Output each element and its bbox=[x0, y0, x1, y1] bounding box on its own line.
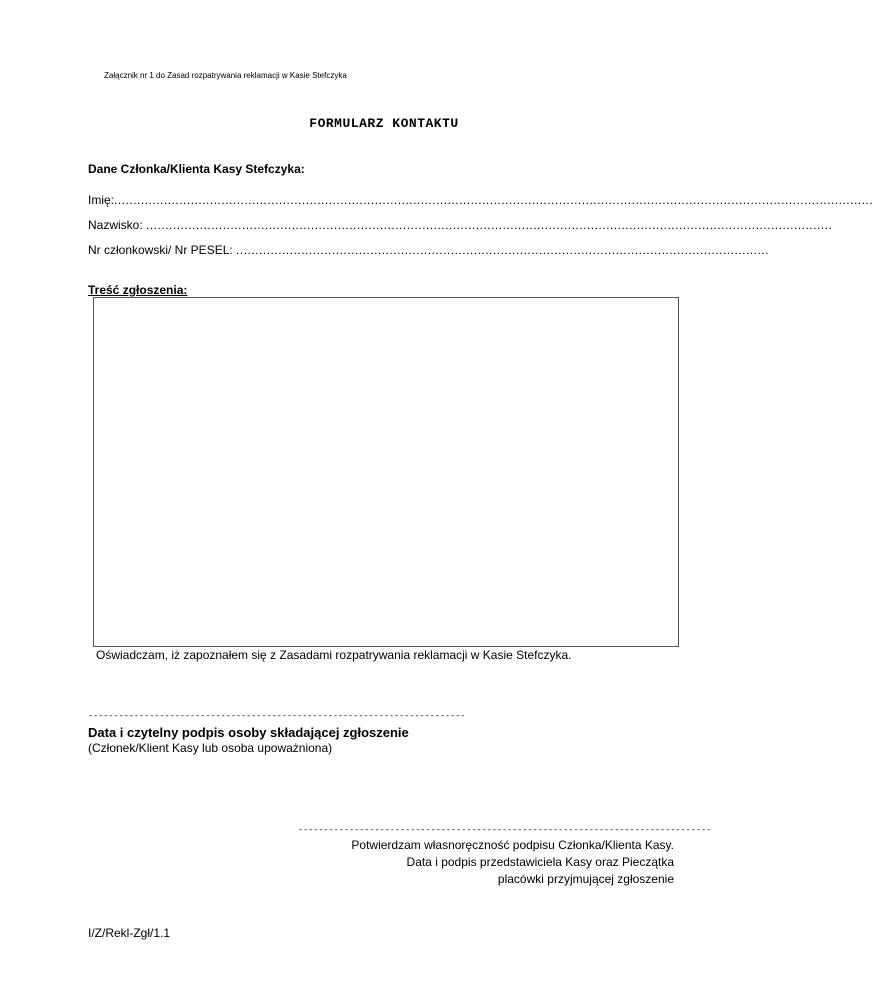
last-name-dotted-line: ................................................................................................................................................................................... bbox=[146, 218, 833, 232]
complaint-content-heading: Treść zgłoszenia: bbox=[88, 283, 188, 297]
signature-line: -------------------------------------------------------------------------- bbox=[88, 711, 466, 721]
confirmation-line-1: Potwierdzam własnoręczność podpisu Członka/Klienta Kasy. bbox=[351, 838, 674, 852]
last-name-field[interactable] bbox=[88, 218, 833, 232]
first-name-dotted-line: ...................................................................................................................................................................................................... bbox=[114, 193, 873, 207]
confirmation-line-2: Data i podpis przedstawiciela Kasy oraz Pieczątka bbox=[406, 855, 674, 869]
declaration-text: Oświadczam, iż zapoznałem się z Zasadami rozpatrywania reklamacji w Kasie Stefczyka. bbox=[96, 648, 572, 662]
first-name-field[interactable] bbox=[88, 193, 873, 207]
last-name-label: Nazwisko: bbox=[88, 218, 147, 232]
signature-subtitle: (Członek/Klient Kasy lub osoba upoważniona) bbox=[88, 741, 333, 755]
member-data-heading: Dane Członka/Klienta Kasy Stefczyka: bbox=[88, 162, 305, 176]
member-id-pesel-label: Nr członkowski/ Nr PESEL: bbox=[88, 243, 237, 257]
attachment-note: Załącznik nr 1 do Zasad rozpatrywania reklamacji w Kasie Stefczyka bbox=[104, 71, 347, 80]
confirmation-line: --------------------------------------------------------------------------------- bbox=[298, 825, 712, 835]
signature-title: Data i czytelny podpis osoby składającej zgłoszenie bbox=[88, 725, 409, 740]
form-title: FORMULARZ KONTAKTU bbox=[309, 116, 459, 131]
document-code: I/Z/Rekl-Zgł/1.1 bbox=[88, 926, 171, 940]
confirmation-text bbox=[351, 837, 674, 888]
confirmation-line-3: placówki przyjmującej zgłoszenie bbox=[497, 872, 674, 886]
member-id-pesel-field[interactable] bbox=[88, 243, 769, 257]
member-id-pesel-dotted-line: ........................................................................................................................................... bbox=[236, 243, 769, 257]
first-name-label: Imię: bbox=[88, 193, 115, 207]
complaint-content-box[interactable] bbox=[93, 297, 679, 647]
